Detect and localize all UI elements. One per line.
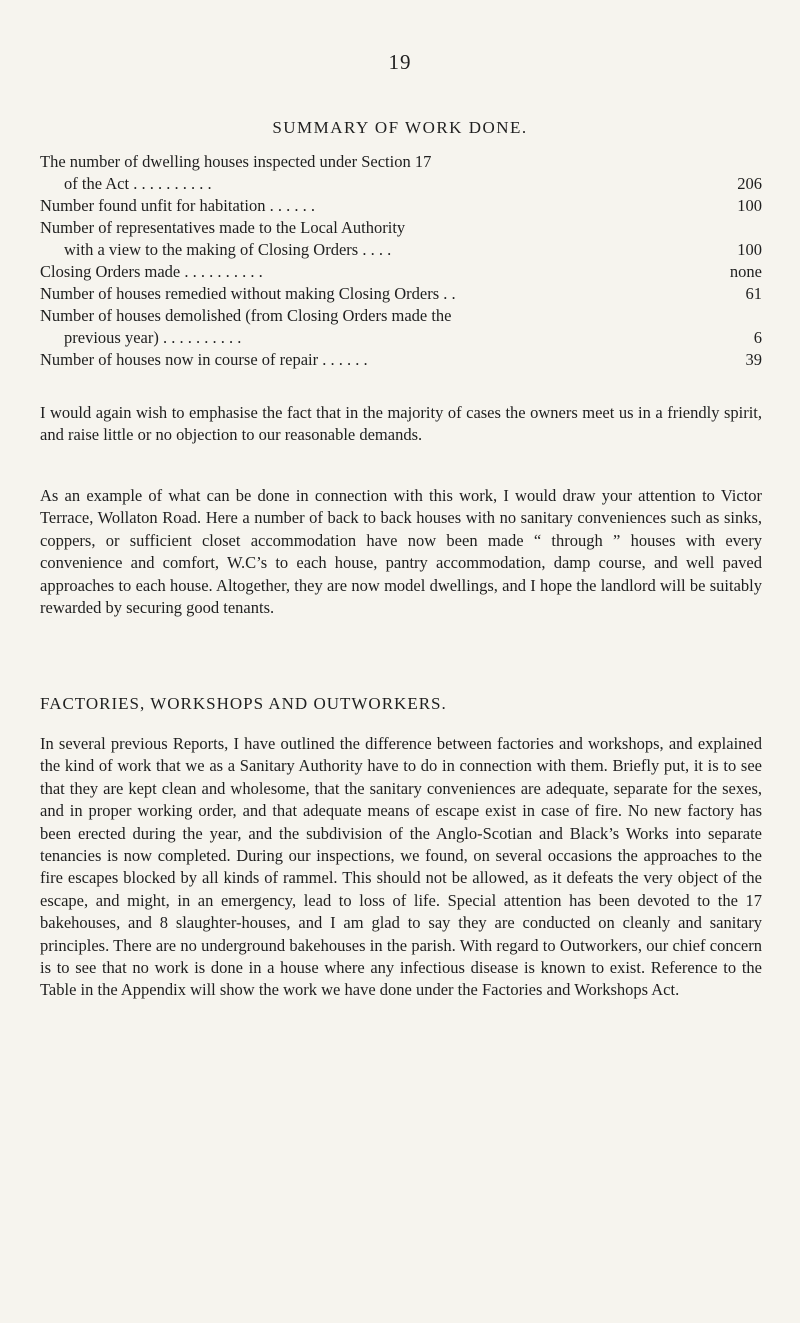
summary-row-text: Number found unfit for habitation . . . . . .: [40, 196, 315, 215]
summary-row-value: 61: [745, 284, 762, 303]
summary-row-text-continued: previous year) . . . . . . . . . .: [64, 328, 242, 347]
paragraph-owners: I would again wish to emphasise the fact that in the majority of cases the owners meet us in a friendly spirit, and raise little or no objection to our reasonable demands.: [40, 403, 762, 445]
summary-row: [40, 261, 762, 283]
summary-row-text-continued: with a view to the making of Closing Orders . . . .: [64, 240, 392, 259]
summary-row-value: 39: [745, 350, 762, 369]
summary-row-text: Closing Orders made . . . . . . . . . .: [40, 262, 263, 281]
summary-row: [40, 217, 762, 261]
page-number: 19: [388, 50, 412, 74]
summary-row: [40, 305, 762, 349]
summary-title: SUMMARY OF WORK DONE.: [272, 118, 528, 137]
summary-row: [40, 151, 762, 195]
summary-row-value: 100: [737, 240, 762, 259]
summary-row-value: 100: [737, 196, 762, 215]
summary-row-text-continued: of the Act . . . . . . . . . .: [64, 174, 212, 193]
summary-row-value: none: [729, 262, 762, 281]
summary-row-text: Number of representatives made to the Local Authority: [40, 218, 406, 237]
summary-row-value: 6: [753, 328, 762, 347]
summary-row: [40, 195, 762, 217]
paragraph-factories: In several previous Reports, I have outlined the difference between factories and workshops, and explained the kind of work that we as a Sanitary Authority have to do in connection with them. Briefly put, it is to see that they are kept clean and wholesome, that the sanitary conveniences are adequate, separate for the sexes, and in proper working order, and that adequate means of escape exist in case of fire. No new factory has been erected during the year, and the subdivision of the Anglo-Scotian and Black’s Works into separate tenancies is now completed. During our inspections, we found, on several occasions the approaches to the fire escapes blocked by all kinds of rammel. This should not be allowed, as it defeats the very object of the escape, and might, in an emergency, lead to loss of life. Special attention has been devoted to the 17 bakehouses, and 8 slaughter-houses, and I am glad to say they are conducted on cleanly and sanitary principles. There are no underground bakehouses in the parish. With regard to Outworkers, our chief concern is to see that no work is done in a house where any infectious disease is known to exist. Reference to the Table in the Appendix will show the work we have done under the Factories and Workshops Act.: [40, 734, 762, 1000]
summary-row-value: 206: [737, 174, 762, 193]
summary-row: [40, 349, 762, 371]
summary-row-text: The number of dwelling houses inspected under Section 17: [40, 152, 432, 171]
summary-row: [40, 283, 762, 305]
summary-list: [40, 151, 762, 371]
factories-heading: FACTORIES, WORKSHOPS AND OUTWORKERS.: [40, 694, 447, 713]
summary-row-text: Number of houses remedied without making Closing Orders . .: [40, 284, 456, 303]
paragraph-victor-terrace: As an example of what can be done in connection with this work, I would draw your attention to Victor Terrace, Wollaton Road. Here a number of back to back houses with no sanitary conveniences such as sinks, coppers, or sufficient closet accommodation have now been made “ through ” houses with every convenience and comfort, W.C’s to each house, pantry accommodation, damp course, and well paved approaches to each house. Altogether, they are now model dwellings, and I hope the landlord will be suitably rewarded by securing good tenants.: [40, 486, 762, 618]
summary-row-text: Number of houses demolished (from Closing Orders made the: [40, 306, 452, 325]
summary-row-text: Number of houses now in course of repair . . . . . .: [40, 350, 368, 369]
